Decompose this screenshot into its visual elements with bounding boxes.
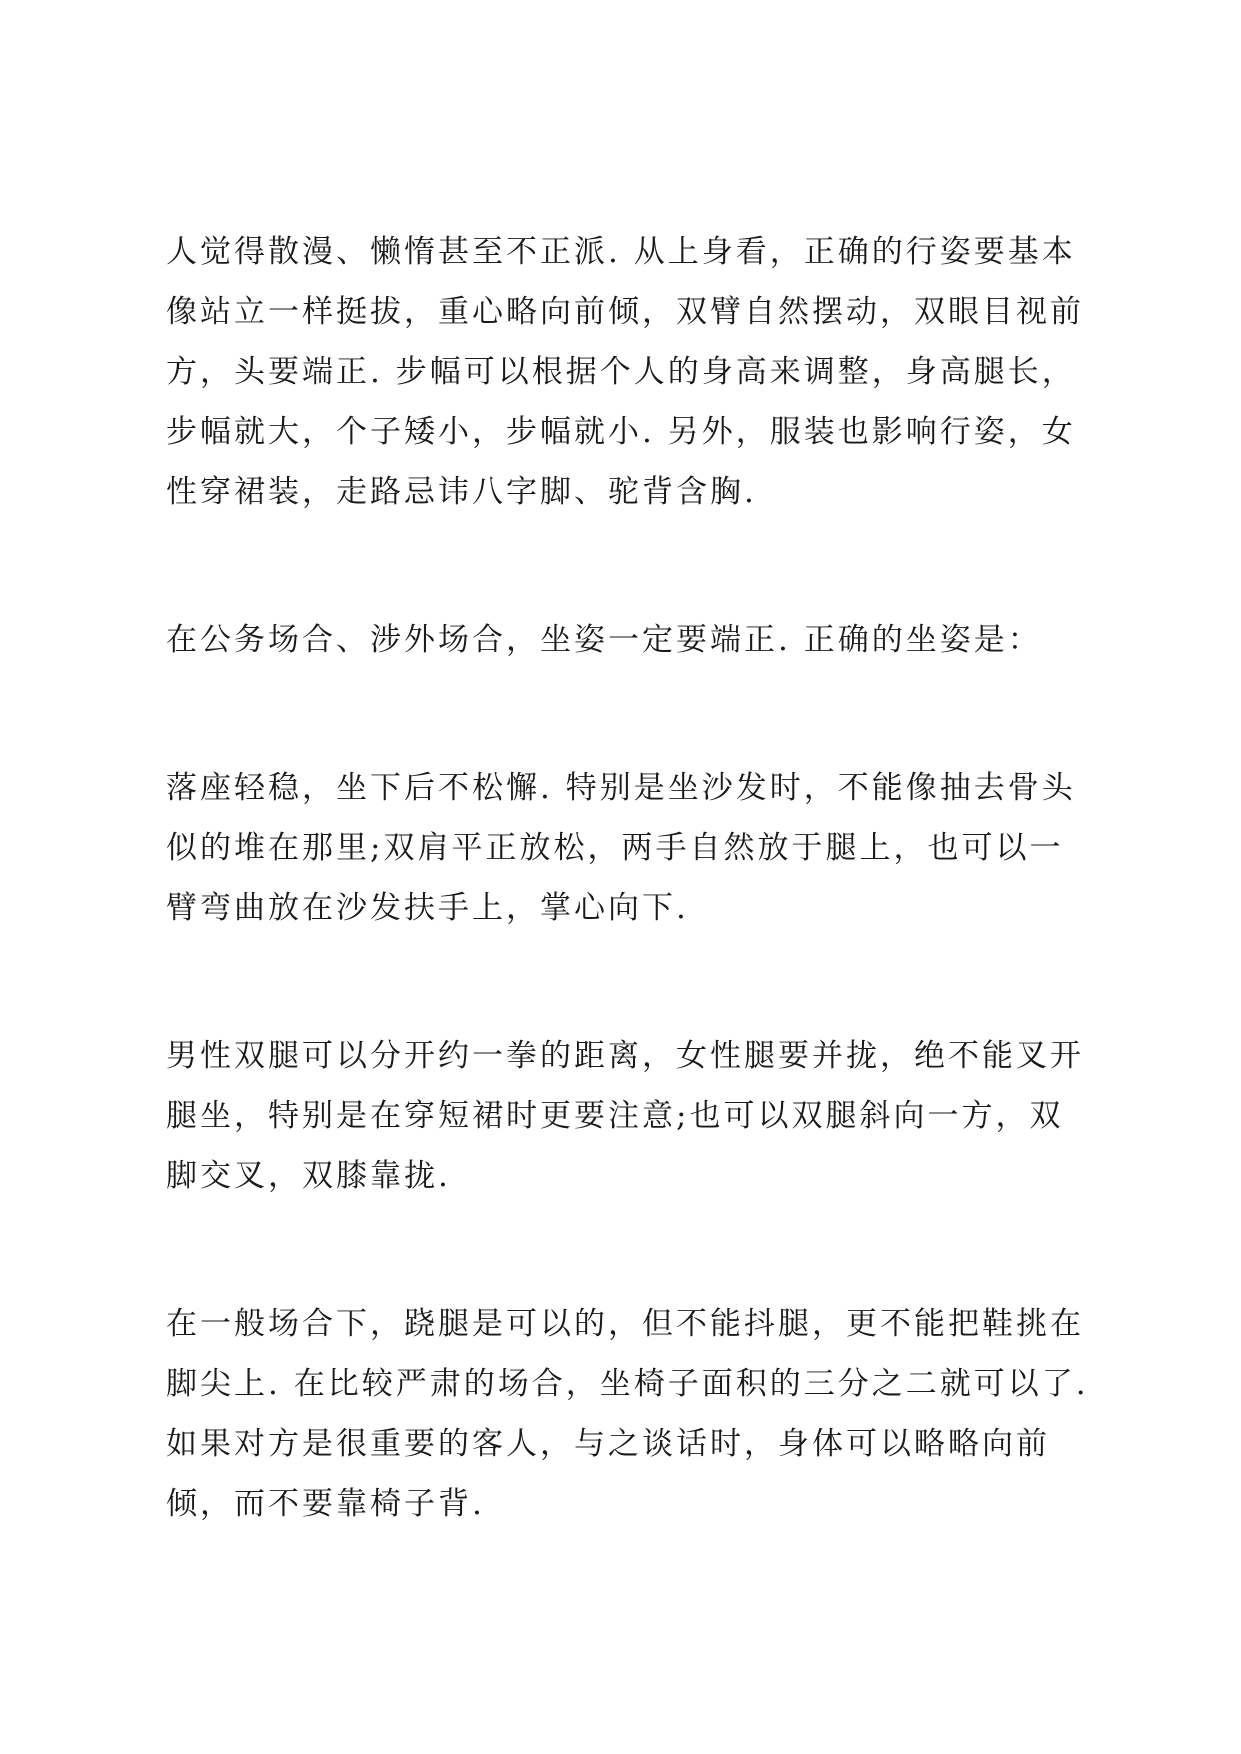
paragraph-formal-occasions: 在一般场合下，跷腿是可以的，但不能抖腿，更不能把鞋挑在脚尖上. 在比较严肃的场合，坐椅子面积的三分之二就可以了. 如果对方是很重要的客人，与之谈话时，身体可以略略向前倾，而不要靠椅子背.	[166, 1306, 1089, 1522]
paragraph-leg-position: 男性双腿可以分开约一拳的距离，女性腿要并拢，绝不能叉开腿坐，特别是在穿短裙时更要注意;也可以双腿斜向一方，双脚交叉，双膝靠拢.	[166, 1038, 1084, 1194]
paragraph-walking-posture: 人觉得散漫、懒惰甚至不正派. 从上身看，正确的行姿要基本像站立一样挺拔，重心略向前倾，双臂自然摆动，双眼目视前方，头要端正. 步幅可以根据个人的身高来调整，身高腿长，步幅就大，个子矮小，步幅就小. 另外，服装也影响行姿，女性穿裙装，走路忌讳八字脚、驼背含胸.	[166, 234, 1084, 510]
paragraph-sitting-down: 落座轻稳，坐下后不松懈. 特别是坐沙发时，不能像抽去骨头似的堆在那里;双肩平正放松，两手自然放于腿上，也可以一臂弯曲放在沙发扶手上，掌心向下.	[166, 770, 1076, 926]
document-body	[166, 222, 1096, 1534]
paragraph-sitting-intro: 在公务场合、涉外场合，坐姿一定要端正. 正确的坐姿是：	[166, 622, 1042, 658]
